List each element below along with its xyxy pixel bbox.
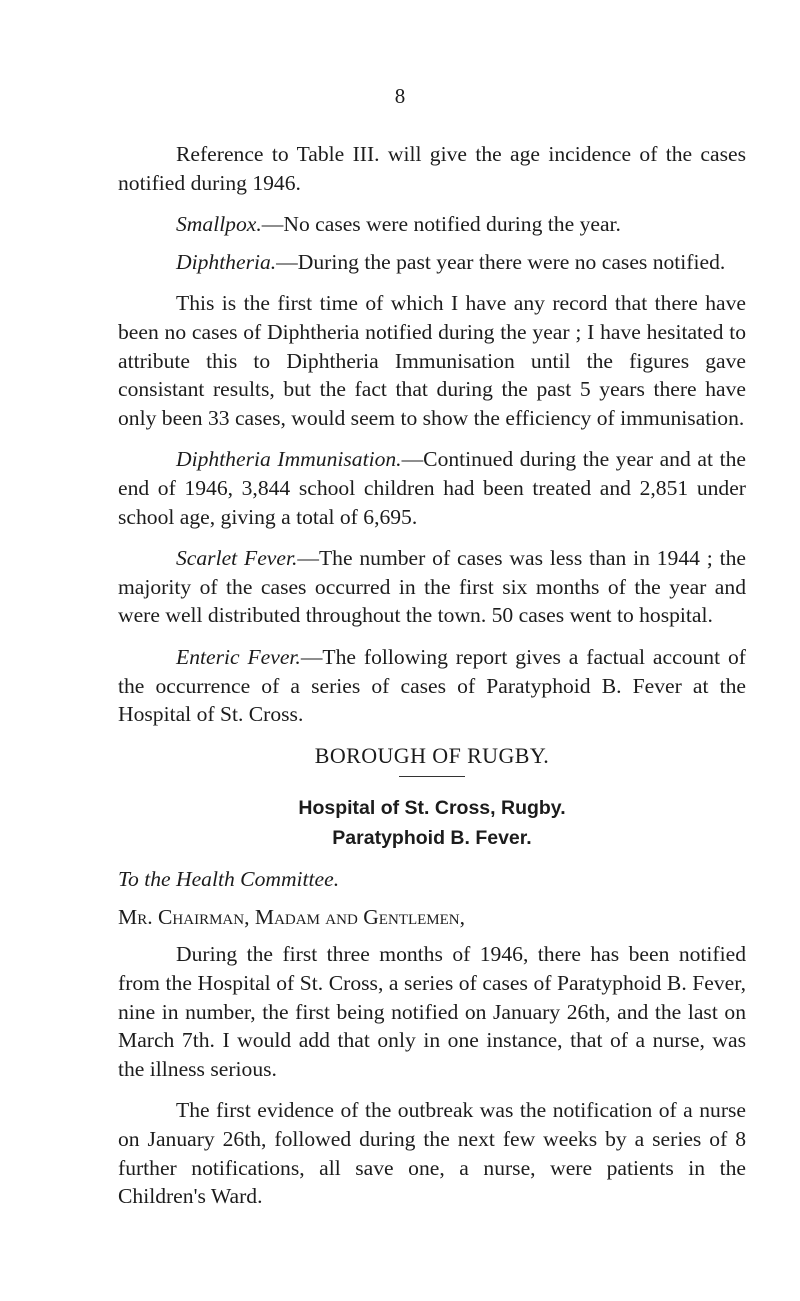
hospital-heading: Hospital of St. Cross, Rugby. [298, 797, 566, 820]
scarlet-fever-text: —The number of cases was less than in 1944 ; the majority of the cases occurred in the first six months of the year and were well distributed throughout the town. 50 cases went to hospital. [118, 546, 746, 628]
immunisation-paragraph [118, 445, 746, 531]
immunisation-text: —Continued during the year and at the end of 1946, 3,844 school children had been treated and 2,851 under school age, giving a total of 6,695. [118, 447, 746, 529]
scarlet-fever-paragraph [118, 544, 746, 630]
report-paragraph-1: During the first three months of 1946, there has been notified from the Hospital of St. Cross, a series of cases of Paratyphoid B. Fever, nine in number, the first being notified on January 26th, and the last on March 7th. I would add that only in one instance, that of a nurse, was the illness serious. [118, 942, 746, 1081]
borough-heading: BOROUGH OF RUGBY. [314, 742, 550, 768]
document-body [118, 140, 746, 1224]
salutation-line: Mr. Chairman, Madam and Gentlemen, [118, 904, 466, 929]
addressee-line [118, 865, 746, 894]
diphtheria-paragraph [118, 248, 746, 277]
smallpox-heading: Smallpox. [176, 212, 262, 237]
diphtheria-heading: Diphtheria. [176, 249, 277, 274]
enteric-fever-paragraph [118, 643, 746, 729]
page-number: 8 [394, 84, 406, 108]
diphtheria-text: —During the past year there were no cases notified. [276, 249, 726, 274]
heading-divider [399, 776, 465, 777]
scarlet-fever-heading: Scarlet Fever. [176, 546, 298, 571]
smallpox-paragraph [118, 210, 746, 239]
addressee-text: To the Health Committee. [118, 867, 340, 892]
immunisation-heading: Diphtheria Immunisation. [176, 447, 402, 472]
report-paragraph-2: The first evidence of the outbreak was the notification of a nurse on January 26th, followed during the next few weeks by a series of 8 further notifications, all save one, a nurse, were patients in the Children's Ward. [118, 1098, 746, 1209]
enteric-fever-text: —The following report gives a factual account of the occurrence of a series of cases of Paratyphoid B. Fever at the Hospital of St. Cross. [118, 644, 746, 727]
enteric-fever-heading: Enteric Fever. [176, 644, 301, 669]
intro-paragraph: Reference to Table III. will give the age incidence of the cases notified during 1946. [118, 142, 746, 195]
diphtheria-note-paragraph: This is the first time of which I have any record that there have been no cases of Diphtheria notified during the year ; I have hesitated to attribute this to Diphtheria Immunisation until the figures gave consistant results, but the fact that during the past 5 years there have only been 33 cases, would seem to show the efficiency of immunisation. [118, 291, 746, 430]
subject-heading: Paratyphoid B. Fever. [332, 827, 532, 850]
smallpox-text: —No cases were notified during the year. [261, 212, 621, 237]
